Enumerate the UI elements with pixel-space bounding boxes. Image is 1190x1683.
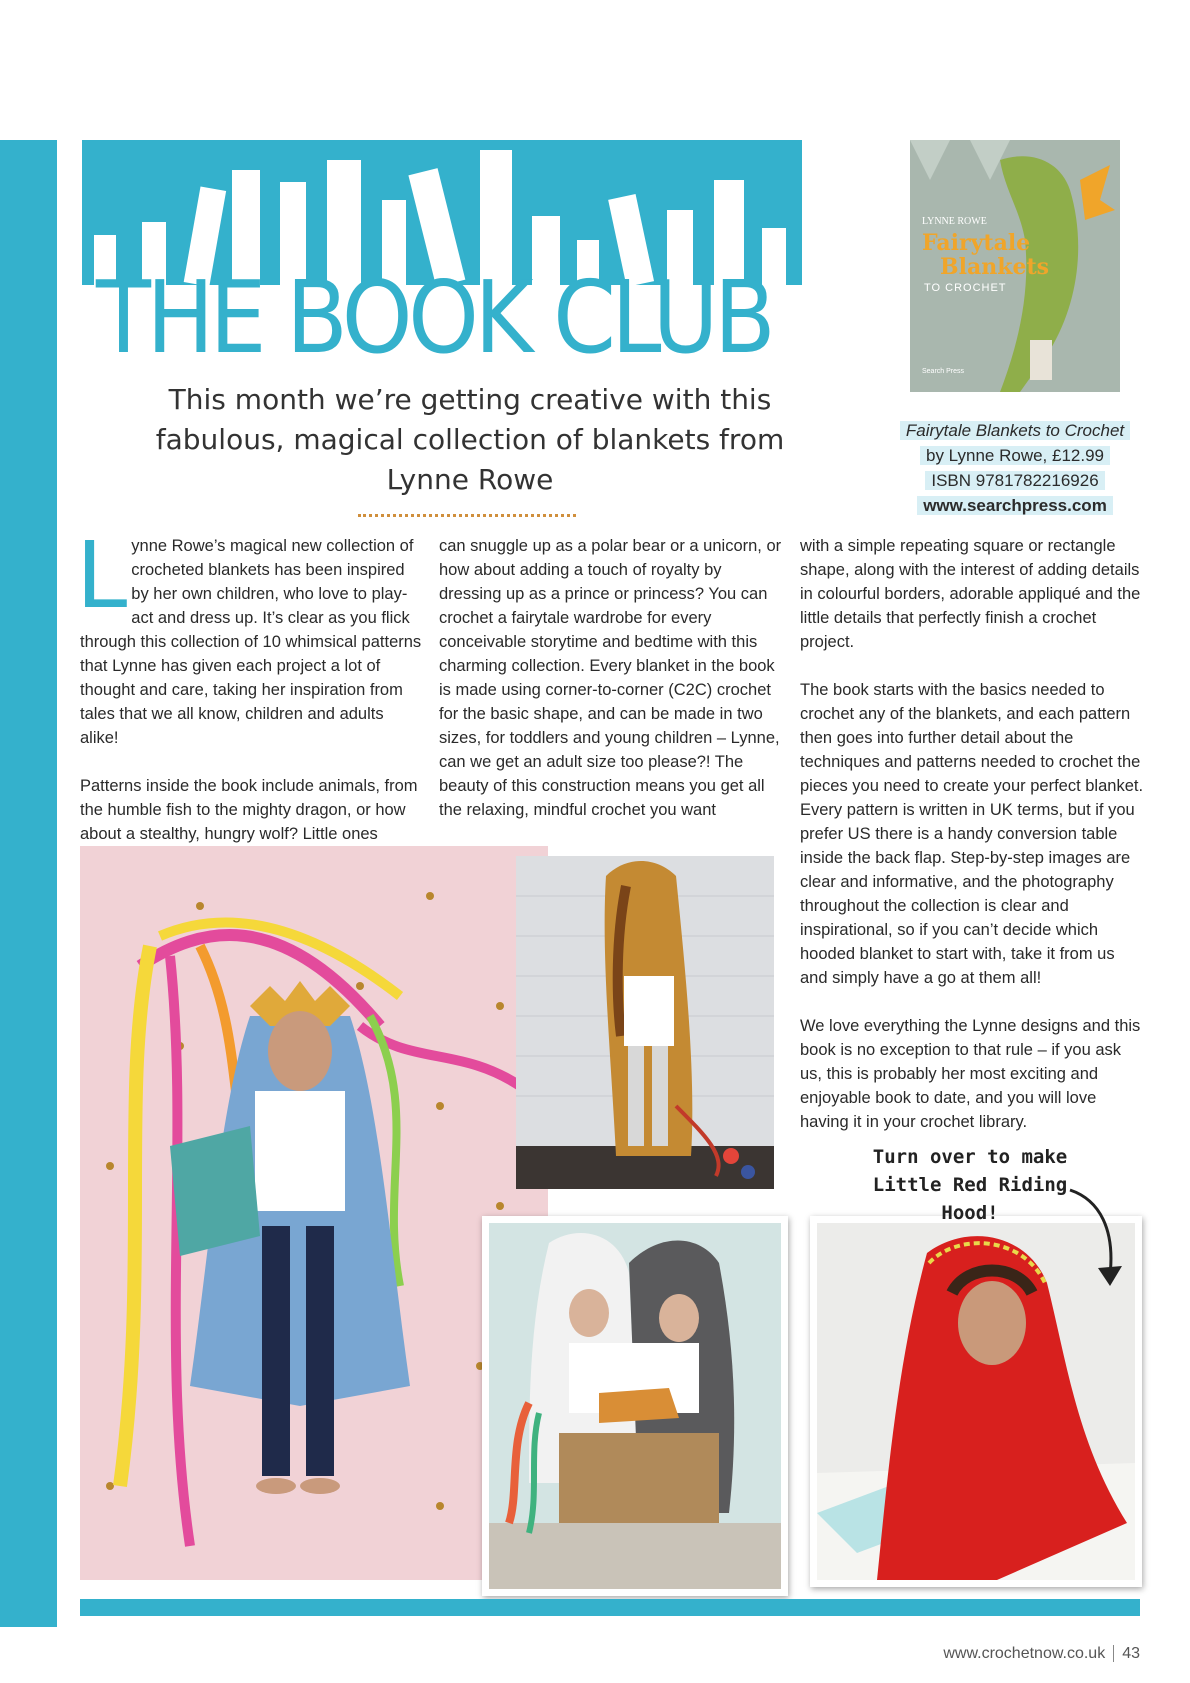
caption-isbn: ISBN 9781782216926 [925, 471, 1104, 490]
cover-title-line1: Fairytale [922, 230, 1031, 256]
book-caption [880, 418, 1150, 518]
page-footer [900, 1645, 1140, 1663]
photo-princess-blanket [80, 846, 548, 1580]
article-paragraph: with a simple repeating square or rectangle shape, along with the interest of adding details in colourful borders, adorable appliqué and the little details that perfectly finish a crochet project. [800, 537, 1141, 651]
article-column-1 [76, 522, 424, 870]
book-cover [910, 140, 1120, 392]
article-paragraph: can snuggle up as a polar bear or a unicorn, or how about adding a touch of royalty by dressing up as a prince or princess? You can crochet a fairytale wardrobe for every conceivable storytime and bedtime with this charming collection. Every blanket in the book is made using corner-to-corner (C2C) crochet for the basic shape, and can be made in two sizes, for toddlers and young children – Lynne, can we get an adult size too please?! The beauty of this construction means you get all the relaxing, mindful crochet you want [439, 537, 782, 819]
article-column-2 [439, 534, 783, 846]
cover-publisher: Search Press [922, 368, 965, 375]
dotted-divider [358, 514, 576, 517]
photo-unicorn-wolf-blankets [482, 1216, 788, 1596]
lion-photo-art [516, 856, 774, 1189]
caption-title: Fairytale Blankets to Crochet [900, 421, 1130, 440]
page-number: 43 [1113, 1645, 1140, 1662]
page-subtitle: This month we’re getting creative with this fabulous, magical collection of blankets from Lynne Rowe [155, 383, 785, 496]
article-paragraph: The book starts with the basics needed to crochet any of the blankets, and each pattern then goes into further detail about the techniques and patterns needed to crochet the pieces you need to create your perfect blanket. Every pattern is written in UK terms, but if you prefer US there is a handy conversion table inside the back flap. Step-by-step images are clear and informative, and the photography throughout the collection is clear and inspirational, so if you can’t decide which hooded blanket to start with, take it from us and simply have a go at them all! [800, 681, 1144, 987]
footer-url[interactable]: www.crochetnow.co.uk [943, 1645, 1106, 1662]
photo-lion-blanket [516, 856, 774, 1189]
page-title: THE BOOK CLUB [96, 259, 772, 376]
caption-author-price: by Lynne Rowe, £12.99 [920, 446, 1110, 465]
cover-author: LYNNE ROWE [922, 216, 987, 227]
cover-title-line2: Blankets [940, 254, 1049, 280]
note-line-1: Turn over to make [872, 1146, 1068, 1168]
article-paragraph: We love everything the Lynne designs and this book is no exception to that rule – if you ask us, this is probably her most exciting and enjoyable book to date, and you will love having it in your crochet library. [800, 1017, 1141, 1131]
bottom-accent-bar [80, 1599, 1140, 1616]
princess-photo-art [80, 846, 548, 1580]
caption-url[interactable]: www.searchpress.com [917, 496, 1113, 515]
paragraph-text: ynne Rowe’s magical new collection of crocheted blankets has been inspired by her own children, who love to play-act and dress up. It’s clear as you flick through this collection of 10 whimsical patterns that Lynne has given each project a lot of thought and care, taking her inspiration from tales that we all know, children and adults alike! [80, 537, 422, 747]
drop-cap: L [76, 522, 128, 629]
article-paragraph [76, 522, 424, 750]
turn-over-note [850, 1143, 1090, 1227]
unicorn-wolf-photo-art [489, 1223, 781, 1589]
cover-subtitle: TO CROCHET [924, 282, 1007, 294]
article-paragraph: Patterns inside the book include animals, from the humble fish to the mighty dragon, or how about a stealthy, hungry wolf? Little ones [80, 777, 418, 843]
note-line-2: Little Red Riding Hood! [872, 1174, 1068, 1224]
article-column-3 [800, 534, 1144, 1158]
left-accent-bar [0, 140, 57, 1627]
